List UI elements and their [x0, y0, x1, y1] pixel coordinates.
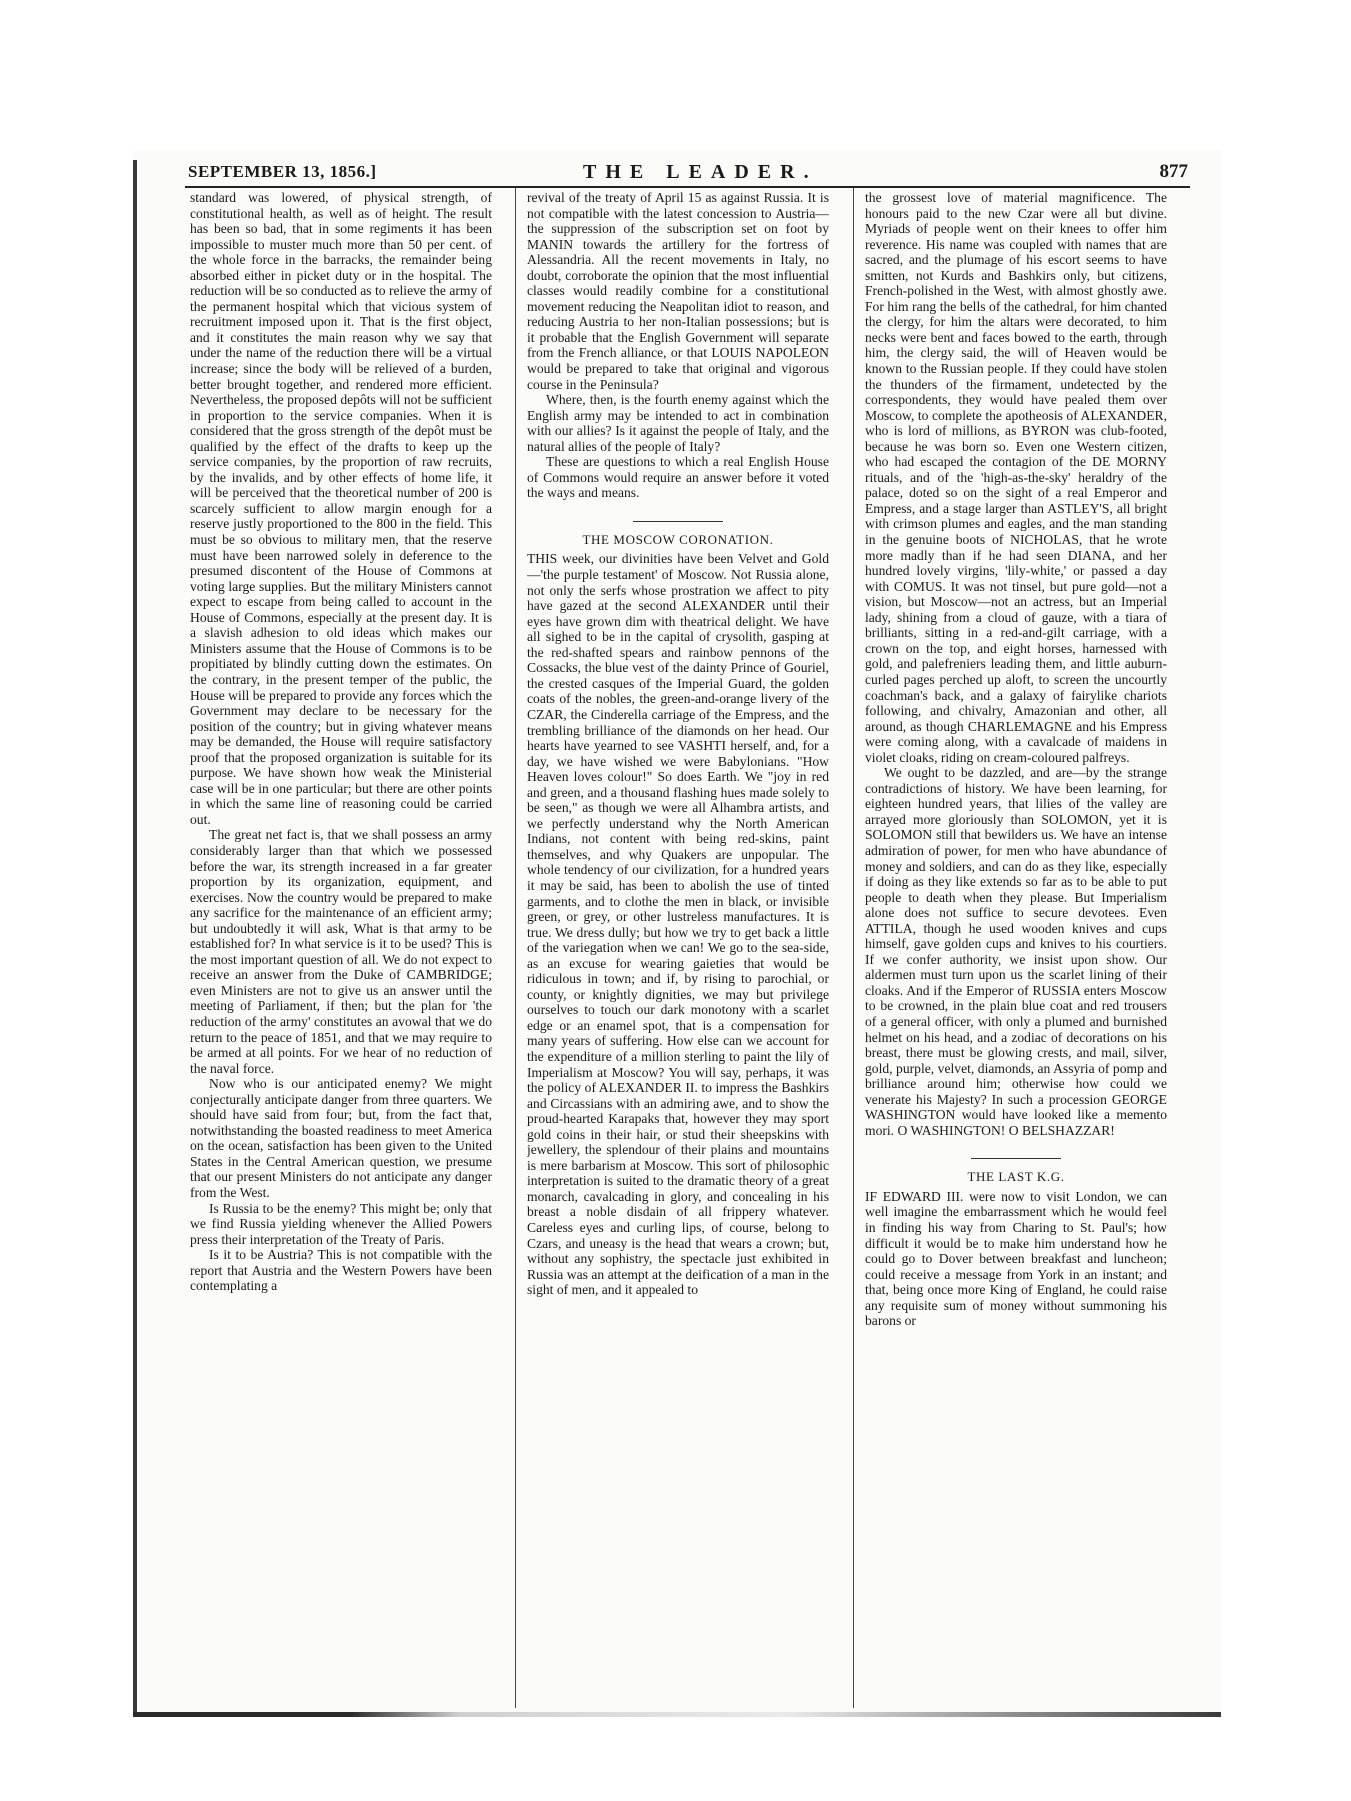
paragraph: revival of the treaty of April 15 as against Russia. It is not compatible with the latest concession to Austria—the suppression of the subscription set on foot by MANIN towards the artillery for the fortress of Alessandria. All the recent movements in Italy, no doubt, corroborate the opinion that the most influential classes would readily combine for a constitutional movement reducing the Neapolitan idiot to reason, and reducing Austria to her non-Italian possessions; but is it probable that the English Government will separate from the French alliance, or that LOUIS NAPOLEON would be prepared to take that original and vigorous course in the Peninsula? [527, 190, 829, 392]
paragraph: standard was lowered, of physical strength, of constitutional health, as well as of height. The result has been so bad, that in some regiments it has been impossible to muster much more than 50 per cent. of the whole force in the barracks, the remainder being absorbed either in picket duty or in the hospital. The reduction will be so conducted as to relieve the army of the permanent hospital which that vicious system of recruitment imposed upon it. That is the first object, and it constitutes the main reason why we say that under the name of the reduction there will be a virtual increase; since the body will be relieved of a burden, better brought together, and rendered more efficient. Nevertheless, the proposed depôts will not be sufficient in proportion to the service companies. When it is considered that the gross strength of the depôt must be qualified by the effect of the drafts to keep up the service companies, by the proportion of raw recruits, by the invalids, and by other effects of home life, it will be perceived that the theoretical number of 200 is scarcely sufficient to allow margin enough for a reserve justly proportioned to the 800 in the field. This must be so obvious to military men, that the reserve must have been narrowed solely in deference to the presumed discontent of the House of Commons at voting large supplies. But the military Ministers cannot expect to escape from being called to account in the House of Commons, especially at the present day. It is a slavish adhesion to old ideas which makes our Ministers assume that the House of Commons is to be propitiated by blindly cutting down the estimates. On the contrary, in the present temper of the public, the House will be prepared to provide any forces which the Government may declare to be necessary for the position of the country; but in giving whatever means may be demanded, the House will require satisfactory proof that the proposed organization is suitable for its purpose. We have shown how weak the Ministerial case will be in one particular; but there are other points in which the same line of reasoning could be carried out. [190, 190, 492, 827]
paragraph: Now who is our anticipated enemy? We might conjecturally anticipate danger from three quarters. We should have said from four; but, from the fact that, notwithstanding the boasted readiness to meet America on the ocean, satisfaction has been given to the United States in the Central American question, we presume that our present Ministers do not anticipate any danger from the West. [190, 1076, 492, 1200]
column-rule-1 [515, 188, 516, 1708]
paragraph: Where, then, is the fourth enemy against which the English army may be intended to act in combination with our allies? Is it against the people of Italy, and the natural allies of the people of Italy? [527, 392, 829, 454]
article-heading-moscow-coronation: THE MOSCOW CORONATION. [582, 531, 774, 547]
section-divider [971, 1158, 1061, 1159]
column-1 [190, 190, 492, 1698]
paragraph: Is Russia to be the enemy? This might be; only that we find Russia yielding whenever the Allied Powers press their interpretation of the Treaty of Paris. [190, 1200, 492, 1247]
paragraph: These are questions to which a real English House of Commons would require an answer before it voted the ways and means. [527, 454, 829, 501]
section-divider [633, 521, 723, 522]
paragraph: The great net fact is, that we shall possess an army considerably larger than that which we possessed before the war, its strength increased in a far greater proportion by its organization, equipment, and exercises. Now the country would be prepared to make any sacrifice for the maintenance of an efficient army; but undoubtedly it will ask, What is that army to be established for? In what service is it to be used? This is the most important question of all. We do not expect to receive an answer from the Duke of CAMBRIDGE; even Ministers are not to give us an answer until the meeting of Parliament, if then; but the plan for 'the reduction of the army' constitutes an avowal that we do return to the peace of 1851, and that we may require to be armed at all points. For we hear of no reduction of the naval force. [190, 827, 492, 1076]
paragraph: the grossest love of material magnificence. The honours paid to the new Czar were all but divine. Myriads of people went on their knees to offer him reverence. His name was coupled with names that are sacred, and the plumage of his escort seems to have smitten, not Kurds and Bashkirs only, but citizens, French-polished in the West, with almost ghostly awe. For him rang the bells of the cathedral, for him chanted the clergy, for him the altars were decorated, to him necks were bent and faces bowed to the earth, through him, the clergy said, the will of Heaven would be known to the Russian people. If they could have stolen the thunders of the firmament, undetected by the correspondents, they would have pealed them over Moscow, to complete the apotheosis of ALEXANDER, who is lord of millions, as BYRON was club-footed, because he was born so. Even one Western citizen, who had escaped the contagion of the DE MORNY rituals, and of the 'high-as-the-sky' heraldry of the palace, doted so on the sight of a real Emperor and Empress, and a stage larger than ASTLEY'S, all bright with crimson plumes and eagles, and the man standing in the genuine boots of NICHOLAS, that he wrote more madly than if he had seen DIANA, and her hundred lovely virgins, 'lily-white,' or passed a day with COMUS. It was not tinsel, but pure gold—not a vision, but Moscow—not an actress, but an Imperial lady, shining from a cloud of gauze, with a tiara of brilliants, sitting in a red-and-gilt carriage, with a crown on the top, and eight horses, harnessed with gold, and palefreniers leading them, and little auburn-curled pages perched up aloft, to screen the uncourtly coachman's back, and a galaxy of fairylike chariots following, and chivalry, Amazonian and other, all around, as though CHARLEMAGNE and his Empress were coming along, with a cavalcade of maidens in violet cloaks, riding on cream-coloured palfreys. [865, 190, 1167, 765]
article-heading-last-kg: THE LAST K.G. [967, 1169, 1065, 1185]
paragraph: IF EDWARD III. were now to visit London, we can well imagine the embarrassment which he would feel in finding his way from Charing to St. Paul's; how difficult it would be to make him understand how he could go to Dover between breakfast and luncheon; could receive a message from York in an instant; and that, being once more King of England, he could raise any requisite sum of money without summoning his barons or [865, 1188, 1167, 1329]
column-2 [527, 190, 829, 1698]
page-header [188, 160, 1188, 182]
header-title: THE LEADER. [583, 161, 818, 183]
header-date: SEPTEMBER 13, 1856.] [188, 162, 377, 181]
paragraph: Is it to be Austria? This is not compatible with the report that Austria and the Western Powers have been contemplating a [190, 1247, 492, 1294]
paragraph: We ought to be dazzled, and are—by the strange contradictions of history. We have been learning, for eighteen hundred years, that lilies of the valley are arrayed more gloriously than SOLOMON, yet it is SOLOMON still that bewilders us. We have an intense admiration of power, for men who have abundance of money and soldiers, and can do as they like, especially if doing as they like extends so far as to be able to put people to death when they please. But Imperialism alone does not suffice to secure devotees. Even ATTILA, though he used wooden knives and cups himself, gave golden cups and knives to his courtiers. If we confer authority, we insist upon show. Our aldermen must turn upon us the scarlet lining of their cloaks. And if the Emperor of RUSSIA enters Moscow to be crowned, in the plain blue coat and red trousers of a general officer, with only a plumed and burnished helmet on his head, and a zodiac of decorations on his breast, there must be glowing crests, and mail, silver, gold, purple, velvet, diamonds, an Assyria of pomp and brilliance around him; otherwise how could we venerate his Majesty? In such a procession GEORGE WASHINGTON would have looked like a memento mori. O WASHINGTON! O BELSHAZZAR! [865, 765, 1167, 1138]
page-bottom-edge [133, 1712, 1221, 1717]
column-rule-2 [853, 188, 854, 1708]
header-rule [185, 186, 1190, 188]
paragraph: THIS week, our divinities have been Velvet and Gold—'the purple testament' of Moscow. Not Russia alone, not only the serfs whose prostration we affect to pity have gazed at the second ALEXANDER until their eyes have grown dim with theatrical delight. We have all sighed to be in the capital of crysolith, gasping at the red-shafted spears and rainbow pennons of the Cossacks, the blue vest of the dainty Prince of Gouriel, the crested casques of the Imperial Guard, the golden coats of the nobles, the green-and-orange livery of the CZAR, the Cinderella carriage of the Empress, and the trembling brilliance of the diamonds on her head. Our hearts have yearned to see VASHTI herself, and, for a day, we have wished we were Babylonians. "How Heaven loves colour!" So does Earth. We "joy in red and green, and a thousand flashing hues made solely to be seen," as though we were all Alhambra artists, and we perfectly understand why the North American Indians, not content with being red-skins, paint themselves, and why Quakers are unpopular. The whole tendency of our civilization, for a hundred years it may be said, has been to abolish the use of tinted garments, and to clothe the men in black, or invisible green, or grey, or other lustreless manufactures. It is true. We dress dully; but how we try to get back a little of the variegation when we can! We go to the sea-side, as an excuse for wearing gaieties that would be ridiculous in town; and if, by rising to parochial, or county, or knightly dignities, we may but privilege ourselves to touch our dark monotony with a scarlet edge or an enamel spot, that is a compensation for many years of suffering. How else can we account for the expenditure of a million sterling to paint the lily of Imperialism at Moscow? You will say, perhaps, it was the policy of ALEXANDER II. to impress the Bashkirs and Circassians with an admiring awe, and to show the proud-hearted Karapaks that, however they may sport gold coins in their hair, or stud their sheepskins with jewellery, the splendour of their plains and mountains is mere barbarism at Moscow. This sort of philosophic interpretation is suited to the dramatic theory of a great monarch, cavalcading in glory, and concealing in his breast a noble disdain of all frippery whatever. Careless eyes and curling lips, of course, belong to Czars, and uneasy is the head that wears a crown; but, without any sophistry, the spectacle just exhibited in Russia was an attempt at the deification of a man in the sight of men, and it appealed to [527, 551, 829, 1298]
page-binding-edge [133, 160, 137, 1716]
column-3 [865, 190, 1167, 1698]
header-page-number: 877 [1159, 161, 1188, 182]
